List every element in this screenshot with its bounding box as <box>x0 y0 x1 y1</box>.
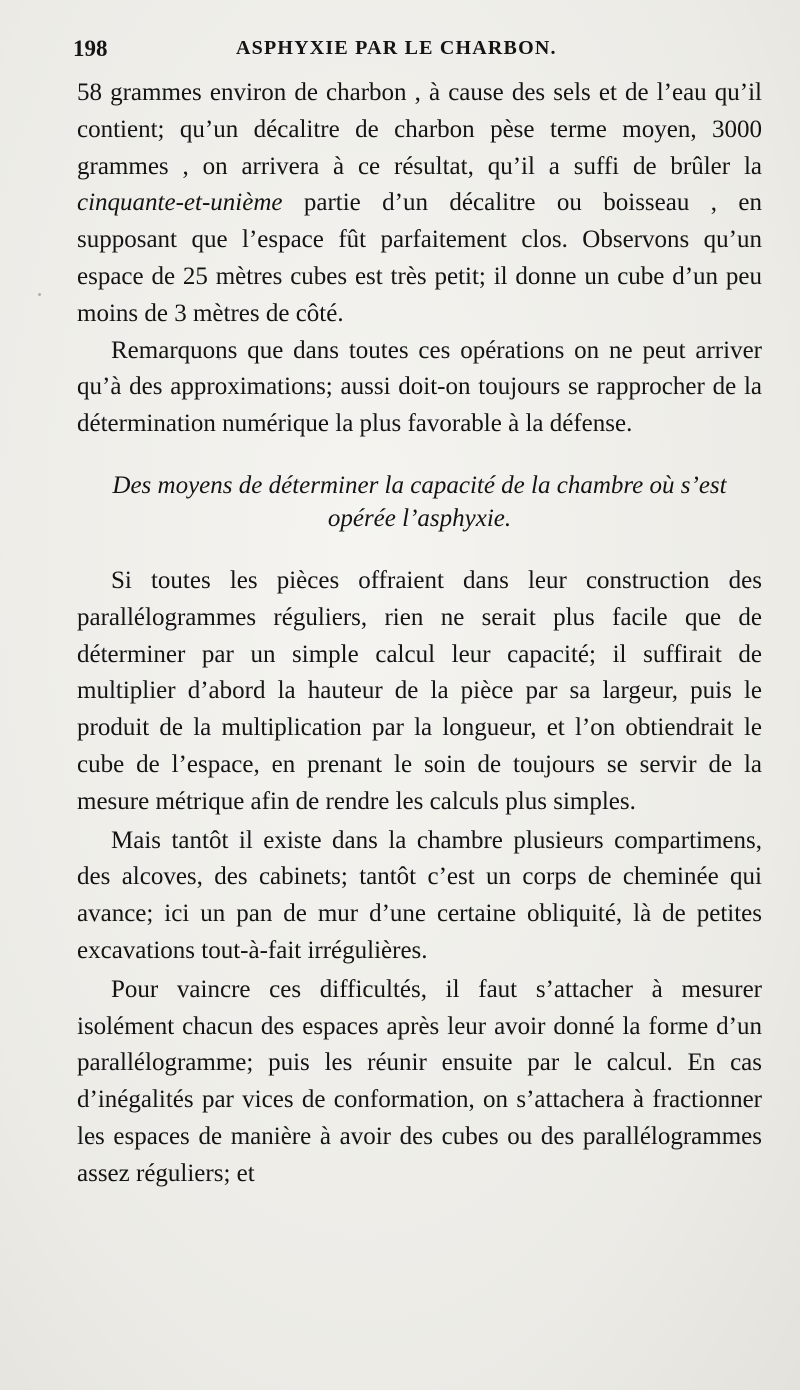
page-number: 198 <box>73 36 108 61</box>
print-speck <box>92 1138 95 1141</box>
print-speck <box>218 357 221 360</box>
paragraph-5: Pour vaincre ces difficultés, il faut s’attacher à mesurer isolément chacun des espaces après leur avoir donné la forme d’un parallélogramme; puis les réunir ensuite par le calcul. En cas d’inégalités par vices de conformation, on s’attachera à fractionner les espaces de manière à avoir des cubes ou des parallélogrammes assez réguliers; et <box>77 975 762 1187</box>
paragraph-4: Mais tantôt il existe dans la chambre plusieurs compartimens, des alcoves, des cabinets; tantôt c’est un corps de cheminée qui avance; ici un pan de mur d’une certaine obliquité, là de petites excavations tout-à-fait irrégulières. <box>77 826 762 964</box>
paragraph-1: 58 grammes environ de charbon , à cause des sels et de l’eau qu’il contient; qu’un décalitre de charbon pèse terme moyen, 3000 grammes , on arrivera à ce résultat, qu’il a suffi de brûler la cinquante-et-unième partie d’un décalitre ou boisseau , en supposant que l’espace fût parfaitement clos. Observons qu’un espace de 25 mètres cubes est très petit; il donne un cube d’un peu moins de 3 mètres de côté. <box>77 79 762 327</box>
paragraph-2: Remarquons que dans toutes ces opérations on ne peut arriver qu’à des approximations; aussi doit-on toujours se rapprocher de la détermination numérique la plus favorable à la défense. <box>77 336 762 438</box>
section-heading-line-2: opérée l’asphyxie. <box>327 504 512 532</box>
section-heading-line-1: Des moyens de déterminer la capacité de la chambre où s’est <box>112 471 727 499</box>
italic-phrase: cinquante-et-unième <box>77 189 283 217</box>
print-speck <box>536 912 539 915</box>
page-header <box>73 36 593 68</box>
print-speck <box>38 293 41 296</box>
page-body <box>77 75 762 1193</box>
section-heading <box>77 469 762 535</box>
paragraph-3: Si toutes les pièces offraient dans leur construction des parallélogrammes réguliers, rien ne serait plus facile que de déterminer par un simple calcul leur capacité; il suffirait de multiplier d’abord la hauteur de la pièce par sa largeur, puis le produit de la multiplication par la longueur, et l’on obtiendrait le cube de l’espace, en prenant le soin de toujours se servir de la mesure métrique afin de rendre les calculs plus simples. <box>77 566 762 815</box>
running-title: ASPHYXIE PAR LE CHARBON. <box>236 37 557 59</box>
